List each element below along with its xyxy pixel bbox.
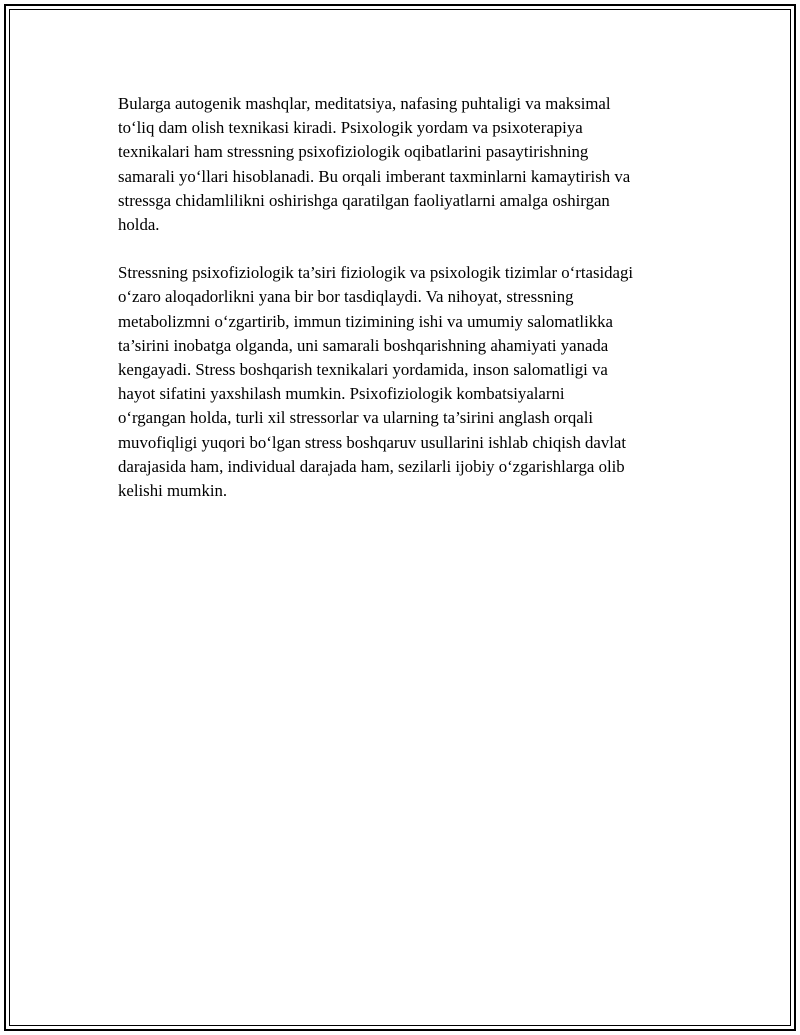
- paragraph-line: o‘zaro aloqadorlikni yana bir bor tasdiqlaydi. Va nihoyat, stressning: [118, 287, 574, 307]
- paragraph-line: Bularga autogenik mashqlar, meditatsiya, nafasing puhtaligi va maksimal: [118, 94, 611, 113]
- paragraph-line: ta’sirini inobatga olganda, uni samarali boshqarishning ahamiyati yanada: [118, 335, 609, 355]
- paragraph-2: [118, 261, 698, 503]
- document-body: [118, 92, 698, 527]
- paragraph-line: metabolizmni o‘zgartirib, immun tizimining ishi va umumiy salomatlikka: [118, 311, 613, 331]
- paragraph-line: darajasida ham, individual darajada ham, sezilarli ijobiy o‘zgarishlarga olib: [118, 456, 625, 476]
- paragraph-line: holda.: [118, 215, 160, 235]
- paragraph-line: kengayadi. Stress boshqarish texnikalari yordamida, inson salomatligi va: [118, 360, 608, 380]
- paragraph-line: kelishi mumkin.: [118, 481, 228, 501]
- paragraph-line: muvofiqligi yuqori bo‘lgan stress boshqaruv usullarini ishlab chiqish davlat: [118, 432, 627, 452]
- paragraph-line: samarali yo‘llari hisoblanadi. Bu orqali imberant taxminlarni kamaytirish va: [118, 166, 631, 186]
- paragraph-1: [118, 92, 698, 237]
- paragraph-line: o‘rgangan holda, turli xil stressorlar va ularning ta’sirini anglash orqali: [118, 408, 594, 428]
- paragraph-line: stressga chidamlilikni oshirishga qaratilgan faoliyatlarni amalga oshirgan: [118, 190, 610, 210]
- paragraph-line: texnikalari ham stressning psixofiziologik oqibatlarini pasaytirishning: [118, 142, 589, 162]
- paragraph-line: Stressning psixofiziologik ta’siri fiziologik va psixologik tizimlar o‘rtasidagi: [118, 263, 634, 283]
- paragraph-line: to‘liq dam olish texnikasi kiradi. Psixologik yordam va psixoterapiya: [118, 118, 583, 138]
- paragraph-line: hayot sifatini yaxshilash mumkin. Psixofiziologik kombatsiyalarni: [118, 384, 565, 404]
